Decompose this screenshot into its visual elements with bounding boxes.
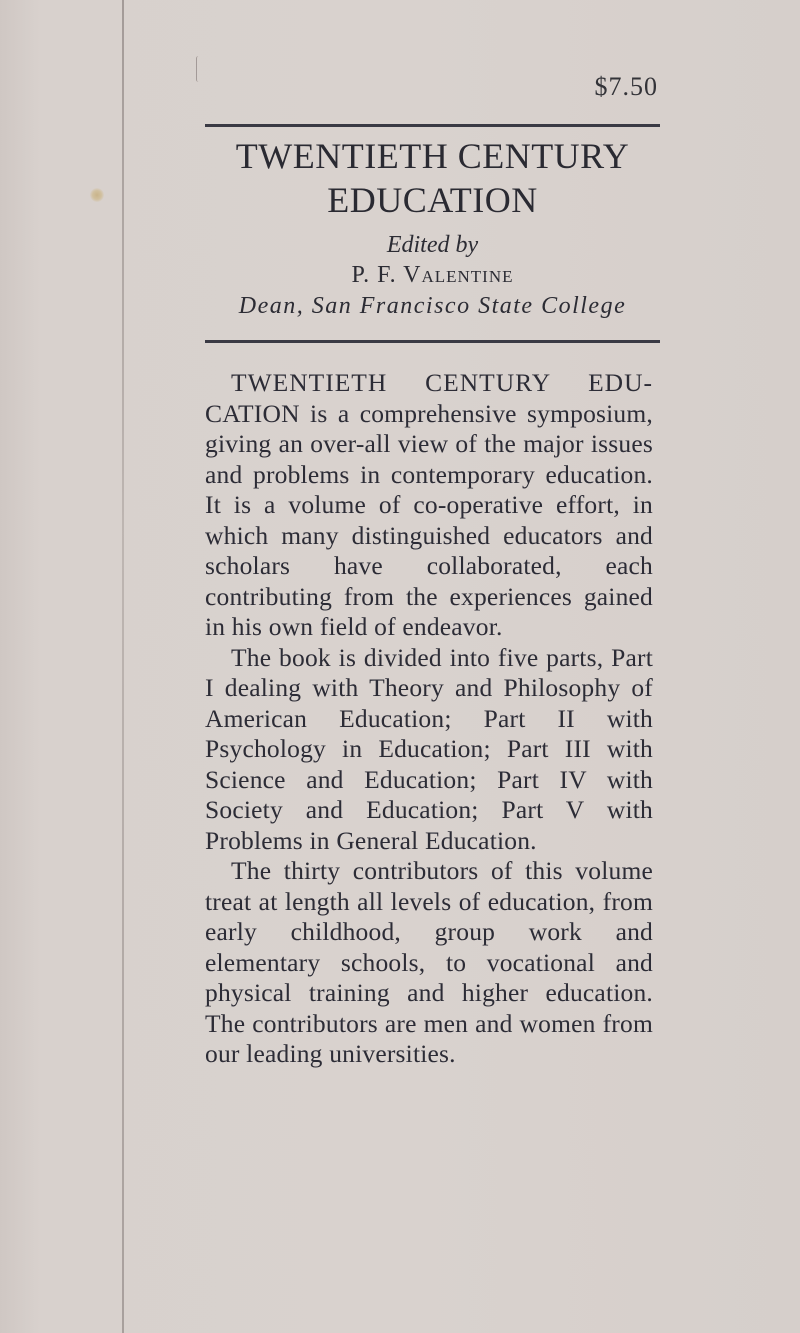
paper-stain [90, 188, 104, 202]
editor-name: P. F. Valentine [351, 262, 514, 288]
description-paragraph-1 [205, 368, 653, 643]
title-block [205, 134, 660, 322]
price-label: $7.50 [594, 72, 658, 101]
bottom-rule [205, 340, 660, 343]
description-lead-title: TWENTIETH CENTURY EDU- [231, 368, 653, 397]
top-rule [205, 124, 660, 127]
jacket-fold-line [122, 0, 124, 1333]
editor-affiliation: Dean, San Francisco State College [238, 293, 627, 319]
book-title-line-1: TWENTIETH CENTURY [235, 136, 630, 176]
description-paragraph-3: The thirty contributors of this volume treat at length all levels of education, from early childhood, group work and elementary schools, to vocational and physical training and higher education. The contributors are men and women from our leading universities. [205, 856, 653, 1068]
description-text [205, 368, 653, 1070]
book-title-line-2: EDUCATION [327, 180, 538, 220]
paper-crease [196, 56, 201, 82]
description-paragraph-1-body: CATION is a comprehensive symposium, giving an over-all view of the major issues and problems in contemporary education. It is a volume of co-operative effort, in which many distinguished educators and scholars have collaborated, each contributing from the experiences gained in his own field of endeavor. [205, 398, 653, 641]
description-paragraph-2: The book is divided into five parts, Part I dealing with Theory and Philosophy of American Education; Part II with Psychology in Education; Part III with Science and Education; Part IV with Society and Education; Part V with Problems in General Education. [205, 642, 653, 855]
edited-by-label: Edited by [386, 232, 479, 258]
